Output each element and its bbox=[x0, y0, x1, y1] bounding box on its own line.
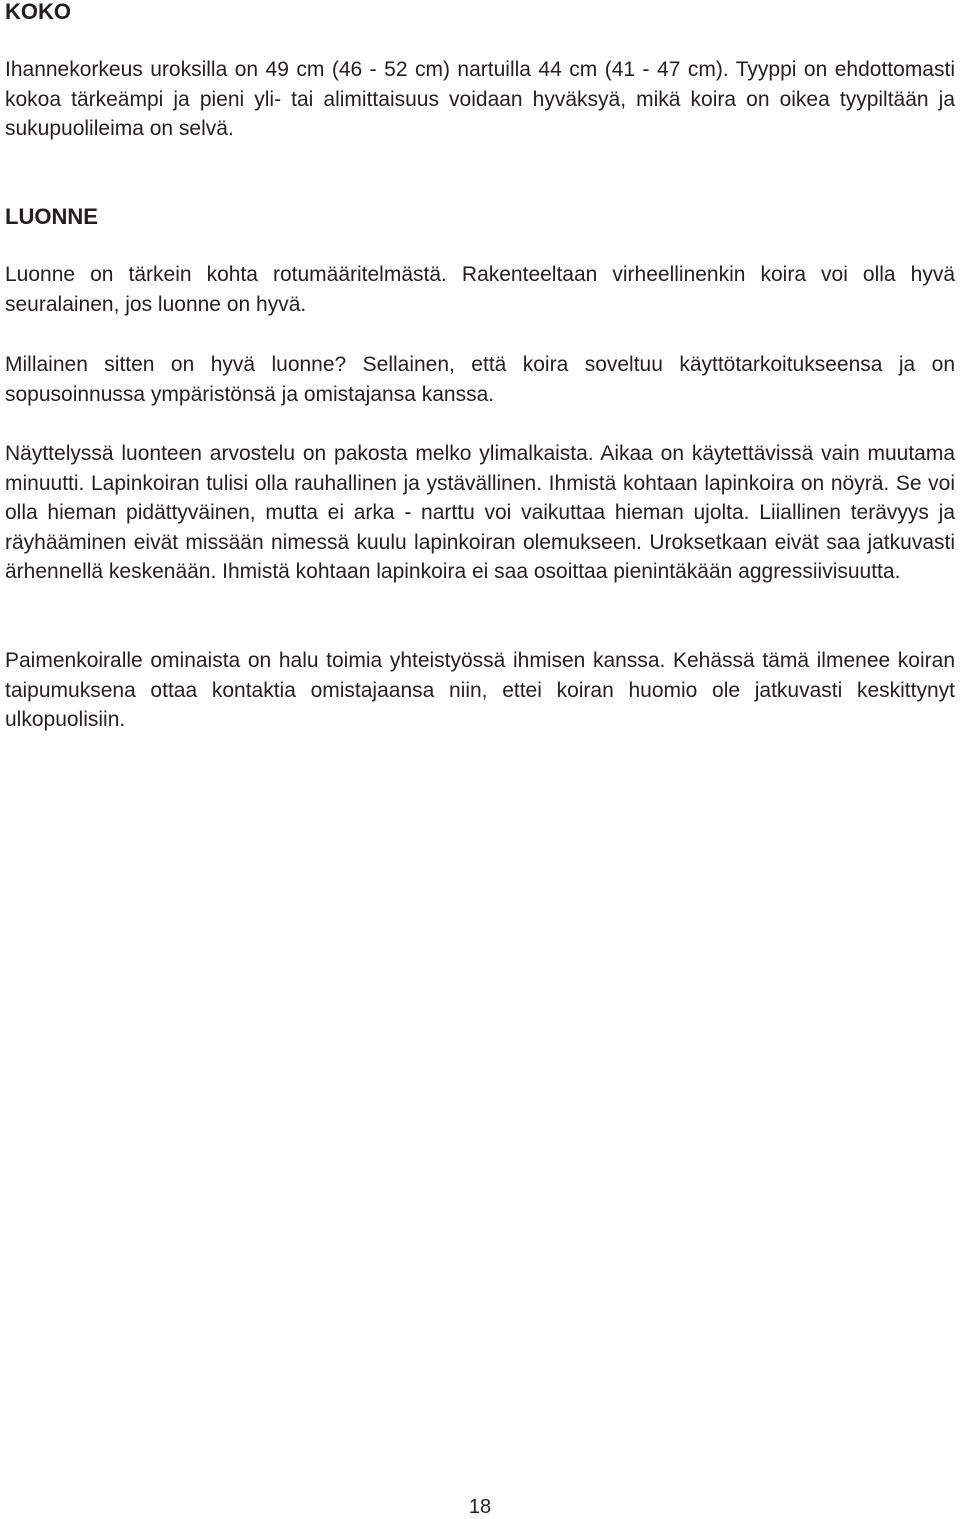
paragraph-luonne-4: Paimenkoiralle ominaista on halu toimia yhteistyössä ihmisen kanssa. Kehässä tämä ilmenee koiran taipumuksena ottaa kontaktia omistajaansa niin, ettei koiran huomio ole jatkuvasti keskittynyt ulkopuolisiin. bbox=[5, 649, 955, 731]
paragraph-koko-1: Ihannekorkeus uroksilla on 49 cm (46 - 52 cm) nartuilla 44 cm (41 - 47 cm). Tyyppi on ehdottomasti kokoa tärkeämpi ja pieni yli- tai alimittaisuus voidaan hyväksyä, mikä koira on oikea tyypiltään ja sukupuolileima on selvä. bbox=[5, 58, 955, 140]
paragraph-luonne-3: Näyttelyssä luonteen arvostelu on pakosta melko ylimalkaista. Aikaa on käytettävissä vain muutama minuutti. Lapinkoiran tulisi olla rauhallinen ja ystävällinen. Ihmistä kohtaan lapinkoira on nöyrä. Se voi olla hieman pidättyväinen, mutta ei arka - narttu voi vaikuttaa hieman ujolta. Liiallinen terävyys ja räyhääminen eivät missään nimessä kuulu lapinkoiran olemukseen. Uroksetkaan eivät saa jatkuvasti ärhennellä keskenään. Ihmistä kohtaan lapinkoira ei saa osoittaa pienintäkään aggressiivisuutta. bbox=[5, 442, 955, 583]
paragraph-luonne-2: Millainen sitten on hyvä luonne? Sellainen, että koira soveltuu käyttötarkoitukseensa ja on sopusoinnussa ympäristönsä ja omistajansa kanssa. bbox=[5, 353, 955, 406]
page-number: 18 bbox=[468, 1496, 492, 1518]
section-heading-luonne: LUONNE bbox=[5, 204, 98, 229]
paragraph-luonne-1: Luonne on tärkein kohta rotumääritelmästä. Rakenteeltaan virheellinenkin koira voi olla hyvä seuralainen, jos luonne on hyvä. bbox=[5, 263, 955, 316]
section-heading-koko: KOKO bbox=[5, 0, 71, 24]
